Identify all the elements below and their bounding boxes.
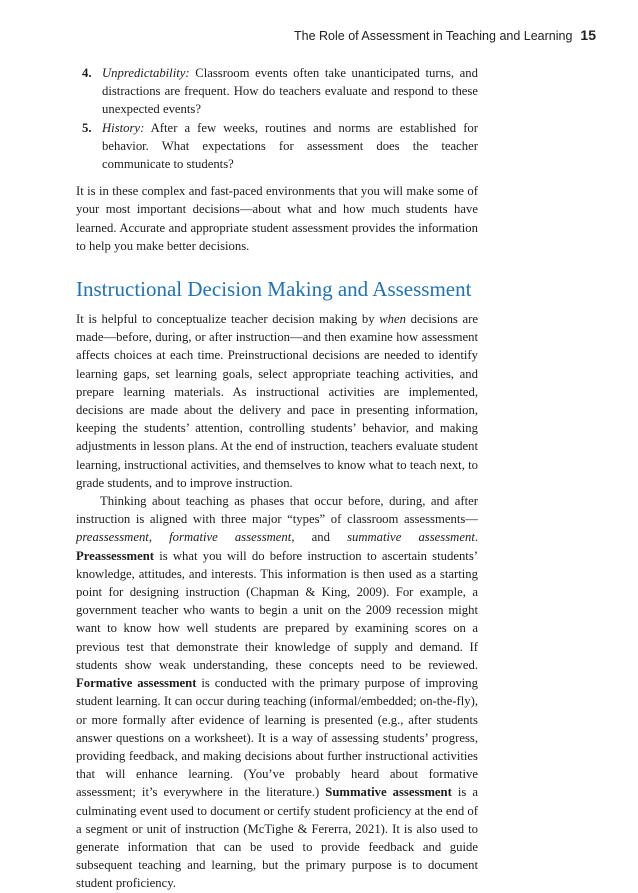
page-number: 15 — [580, 27, 596, 43]
term-summative-bold: Summative assessment — [325, 785, 452, 800]
intro-paragraph: It is in these complex and fast-paced environments that you will make some of your most important decisions—about what and how much students have learned. Accurate and appropriate student assessment provides the information to help you make better decisions. — [76, 184, 478, 253]
body-text — [76, 64, 478, 893]
running-header — [294, 27, 596, 43]
text-run: is what you will do before instruction to ascertain students’ knowledge, attitudes, and interests. This information is then used as a starting point for designing instruction (Chapman & King, 2009). For example, a government teacher who wants to begin a unit on the 2009 recession might want to know how well students are prepared by examining scores on a previous test that demonstrate their knowledge of supply and demand. If students show weak understanding, these concepts need to be reviewed. — [76, 548, 478, 672]
text-run: , — [148, 530, 170, 545]
term-formative-bold: Formative assessment — [76, 676, 197, 691]
running-title: The Role of Assessment in Teaching and Learning — [294, 29, 573, 43]
text-run: , and — [291, 530, 348, 545]
term-preassessment-italic: preassessment — [76, 530, 149, 545]
list-item-lead: History: — [102, 120, 145, 135]
list-item-lead: Unpredictability: — [102, 66, 190, 80]
text-run: is a culminating event used to document or certify student proficiency at the end of a segment or unit of instruction (McTighe & Fererra, 2021). It is also used to generate information that can be used to provide feedback and guide subsequent teaching and learning, but the primary purpose is to document student proficiency. — [76, 785, 478, 891]
term-preassessment-bold: Preassessment — [76, 548, 154, 563]
list-item — [82, 64, 478, 119]
paragraph-assessment-types — [76, 492, 478, 892]
numbered-list — [76, 64, 478, 173]
text-run: decisions are made—before, during, or after instruction—and then examine how assessment affects choices at each time. Preinstructional decisions are needed to identify learning gaps, set learning goals, select appropriate teaching activities, and prepare learning materials. As instructional activities are implemented, decisions are made about the delivery and pace in presenting information, keeping the students’ attention, controlling students’ behavior, and making adjustments in lesson plans. At the end of instruction, teachers evaluate student learning, instructional activities, and themselves to know what to teach next, to grade students, and to improve instruction. — [76, 312, 478, 490]
text-run: It is helpful to conceptualize teacher decision making by — [76, 312, 380, 327]
list-item-number: 5. — [82, 120, 92, 135]
list-item-number: 4. — [82, 66, 92, 80]
section-heading: Instructional Decision Making and Assessment — [76, 277, 472, 302]
term-summative-italic: summative assessment — [347, 530, 475, 545]
text-run: is conducted with the primary purpose of improving student learning. It can occur during teaching (informal/embedded; on-the-fly), or more formally after evidence of learning is presented (e.g., after students answer questions on a worksheet). It is a way of assessing students’ progress, providing feedback, and making decisions about further instructional activities that will enhance learning. (You’ve probably heard about formative assessment; it’s everywhere in the literature.) — [76, 676, 478, 800]
term-formative-italic: formative assessment — [169, 530, 292, 545]
paragraph-decision-making — [76, 310, 478, 492]
emphasis-when: when — [379, 312, 406, 327]
list-item — [82, 119, 478, 174]
text-run: . — [474, 530, 479, 545]
text-run: Thinking about teaching as phases that occur before, during, and after instruction is aligned with three major “types” of classroom assessments— — [76, 494, 478, 527]
list-item-text: Classroom events often take unanticipated turns, and distractions are frequent. How do teachers evaluate and respond to these unexpected events? — [102, 66, 478, 117]
list-item-text: After a few weeks, routines and norms are established for behavior. What expectations for assessment does the teacher communicate to students? — [102, 120, 478, 172]
